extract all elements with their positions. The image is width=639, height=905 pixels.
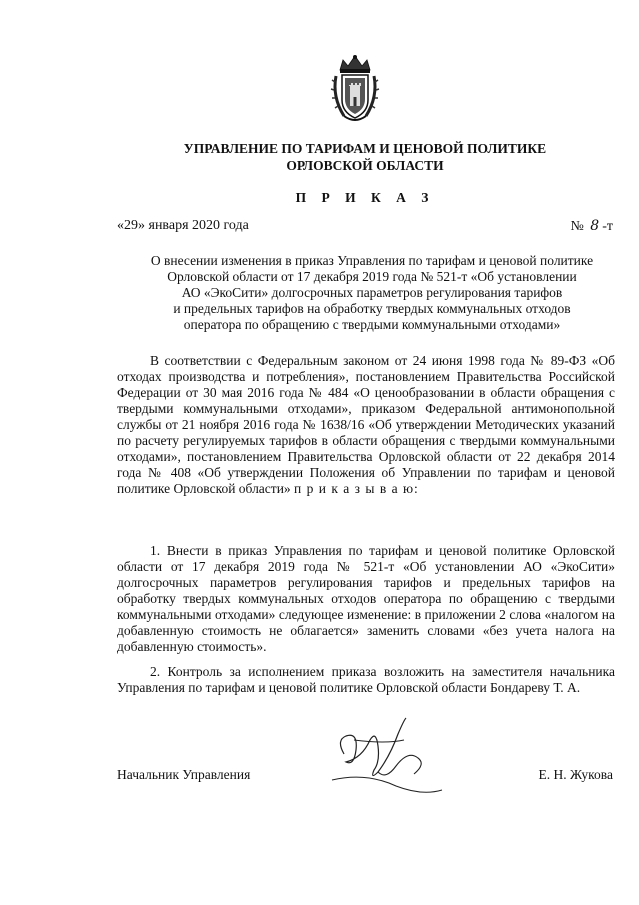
- signatory-position: Начальник Управления: [117, 767, 251, 782]
- preamble-text: В соответствии с Федеральным законом от 24 июня 1998 года № 89-ФЗ «Об отходах производства и потребления», постановлением Правительства Российской Федерации от 30 мая 2016 года № 484 «О ценообразовании в области обращения с твердыми коммунальными отходами», приказом Федеральной антимонопольной службы от 21 ноября 2016 года № 1638/16 «Об утверждении Методических указаний по расчету регулируемых тарифов в области обращения с твердыми коммунальными отходами», постановлением Правительства Орловской области от 22 декабря 2014 года № 408 «Об утверждении Положения об Управлении по тарифам и ценовой политике Орловской области»: [117, 353, 615, 496]
- decree-item-2: [117, 664, 615, 696]
- order-date: «29» января 2020 года: [117, 218, 249, 233]
- coat-of-arms-emblem: [330, 52, 380, 124]
- organization-name-line2: ОРЛОВСКОЙ ОБЛАСТИ: [286, 158, 444, 173]
- organization-name: [100, 140, 630, 174]
- handwritten-signature: [326, 710, 446, 800]
- decree-item-2-text: 2. Контроль за исполнением приказа возложить на заместителя начальника Управления по тарифам и ценовой политике Орловской области Бондареву Т. А.: [117, 664, 615, 695]
- subject-line: Орловской области от 17 декабря 2019 года № 521-т «Об установлении: [167, 269, 577, 284]
- order-number-suffix: -т: [602, 219, 613, 234]
- subject-line: АО «ЭкоСити» долгосрочных параметров регулирования тарифов: [181, 285, 563, 300]
- decree-item-1-text: 1. Внести в приказ Управления по тарифам и ценовой политике Орловской области от 17 декабря 2019 года № 521-т «Об установлении АО «ЭкоСити» долгосрочных параметров регулирования тарифов и предельных тарифов на обработку твердых коммунальных отходов оператора по обращению с твердыми коммунальными отходами» следующее изменение: в приложении 2 слова «налогом на добавленную стоимость не облагается» заменить словами «без учета налога на добавленную стоимость».: [117, 543, 615, 654]
- preamble-paragraph: [117, 353, 615, 497]
- order-number: [570, 218, 613, 235]
- decree-item-1: [117, 543, 615, 655]
- order-number-prefix: №: [570, 219, 584, 234]
- organization-name-line1: УПРАВЛЕНИЕ ПО ТАРИФАМ И ЦЕНОВОЙ ПОЛИТИКЕ: [183, 141, 547, 156]
- subject-line: и предельных тарифов на обработку твердых коммунальных отходов: [173, 301, 571, 316]
- decree-word: п р и к а з ы в а ю:: [294, 481, 419, 496]
- signatory-name: Е. Н. Жукова: [538, 767, 613, 782]
- order-subject: [112, 253, 632, 333]
- order-number-value: 8: [590, 218, 600, 234]
- document-type-title: П Р И К А З: [295, 190, 435, 205]
- subject-line: оператора по обращению с твердыми коммунальными отходами»: [183, 317, 561, 332]
- subject-line: О внесении изменения в приказ Управления по тарифам и ценовой политике: [150, 253, 594, 268]
